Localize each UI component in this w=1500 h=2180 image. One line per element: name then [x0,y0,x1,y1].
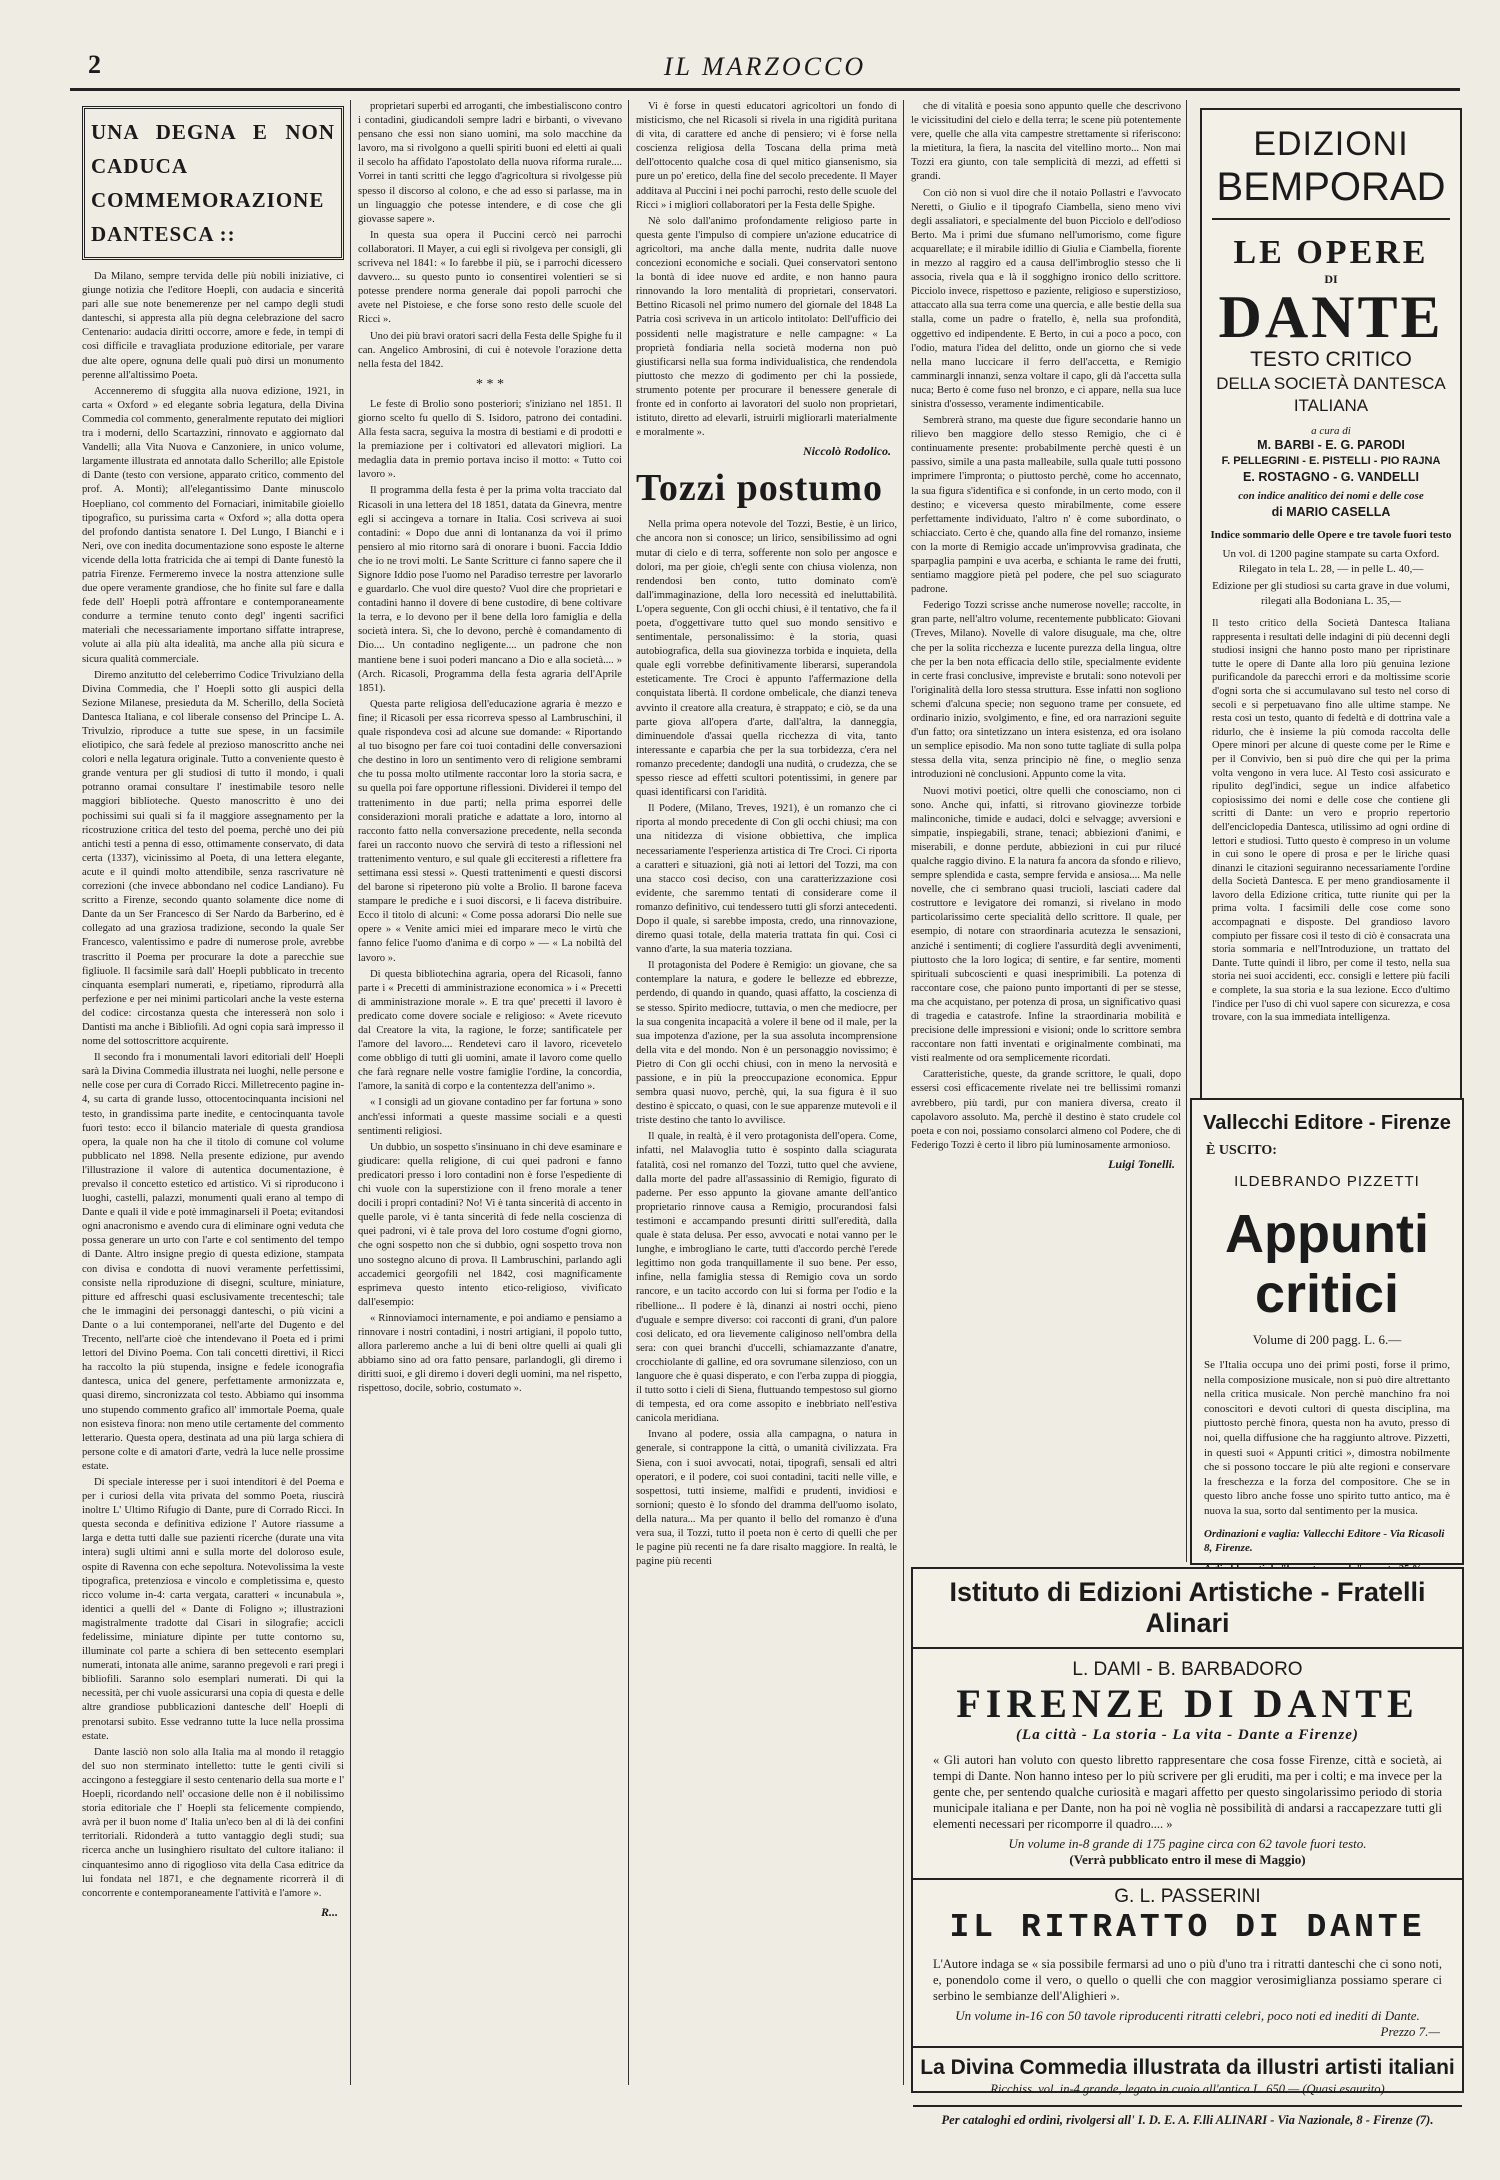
article-paragraph: Diremo anzitutto del celeberrimo Codice Trivulziano della Divina Commedia, che l' Hoepli sotto gli auspici della Sezione Milanese, presieduta da M. Scherillo, della Società Dantesca Italiana, e col liberale consenso del Principe L. A. Trivulzio, riproduce a tutte sue spese, in un facsimile eliotipico, che sarà fedele al prezioso manoscritto anche nei colori e nella legatura originale. Tutto a conveniente questo è grande ventura per gli studiosi di tutto il mondo, i quali potranno oramai consultare l' inestimabile tesoro nelle maggiori biblioteche. Questo manoscritto è uno dei pochissimi sui quali si fa il maggiore assegnamento per la ricostruzione critica del testo del poema, perchè uno dei più antichi testi a penna di esso, ottimamente conservato, di data certa (1337), vicinissimo al Poeta, di una lettera elegante, acute e il quindi molto attendibile, senza rascrivature nè correzioni (che invece abbondano nel codice Landiano). Fu scritto a Firenze, secondo quanto solamente dice nome di Dante da un Ser Francesco di Ser Nardo da Barberino, ed è collegato ad una graziosa tradizione, secondo la quale Ser Francesco, valentissimo e padre di numerose prole, avrebbe trascritto il Poema per procurare la dote a parecchie sue figliuole. Il facsimile sarà dall' Hoepli pubblicato in trecento cinquanta esemplari numerati, e, ripetiamo, riprodurrà alla perfezione e per nei minimi particolari anche la veste esterna del codice: circostanza questa che interesserà non solo i Dantisti ma anche i Bibliofili. Ad ogni copia sarà impresso il nome del sottoscrittore acquirente. [82,669,344,1048]
ad-authors: L. DAMI - B. BARBADORO [1072,1659,1303,1680]
ad-status: È USCITO: [1206,1143,1277,1158]
ad-price: Un vol. di 1200 pagine stampate su carta Oxford. Rilegato in tela L. 28, — in pelle L. 40,— [1222,548,1440,575]
article-paragraph: Federigo Tozzi scrisse anche numerose novelle; raccolte, in gran parte, nell'altro volume, recentemente pubblicato: Giovani (Treves, Milano). Novelle di valore disuguale, ma che, oltre che per la solita ricchezza e lucente purezza della lingua, oltre che per la ben nota efficacia dello stile, specialmente evidente in certe frasi conclusive, impreviste e brutali: sono notevoli per l'originalità della loro stessa struttura. Esse infatti non sogliono schemi d'alcuna specie; non seguono trame per consuete, ed ordinario inizio, svolgimento, e fine, ed ora narrazioni seguite d'un fatto; ora sintetizzano un intera esistenza, ed ora isolano un semplice episodio. Ma non sono tutte tagliate di sulla polpa stessa della vita, senza principio nè fine, o meglio senza introduzioni nè conclusioni. Appunto come la vita. [911,600,1181,781]
column-1-article [82,100,344,2085]
vallecchi-advertisement [1190,1098,1464,1565]
ad-orders: Ordinazioni e vaglia: Vallecchi Editore - Via Ricasoli 8, Firenze. [1204,1527,1445,1554]
article-title: Tozzi postumo [636,467,884,510]
publisher-name: Vallecchi Editore - Firenze [1203,1112,1451,1134]
ad-author: G. L. PASSERINI [1114,1886,1261,1907]
article-paragraph: Un dubbio, un sospetto s'insinuano in chi deve esaminare e giudicare: quella religione, di cui quei padroni e fanno predicatori presso i loro contadini non è forse l'espediente di chi vuole con la superstizione con il freno morale a tener docili i propri contadini? No! Vi è tanta sincerità di accento in quelle parole, vi è tanta sincerità di fede nella coscienza di quei padroni, vi è tale prova del loro costume d'ogni giorno, che ogni sospetto non che si dubbio, ogni sospetto trova non uno sostegno alcuno di prova. Il Lambruschini, parlando agli accademici georgofili nel 1842, così magnificamente esprimeva questo intento etico-religioso, vivificato dall'esempio: [358,1141,622,1308]
article-paragraph: proprietari superbi ed arroganti, che imbestialiscono contro i contadini, giudicandoli sempre ladri e birbanti, o vivevano pensano che essi non siano uomini, ma solo macchine da lavoro, ma si rivolgono a quelli spiriti buoni ed eletti ai quali il secolo ha affidato l'apostolato della nuova riforma rurale.... Vorrei in tanti scritti che leggo d'agricoltura si rivolgesse più spesso il discorso al colono, e che ad esso si parlasse, ma in un linguaggio che potesse intendere, e di cose che gli giovasse sapere ». [358,101,622,225]
ad-author: ILDEBRANDO PIZZETTI [1234,1173,1420,1190]
ad-note: (Verrà pubblicato entro il mese di Maggio) [1069,1852,1306,1867]
ad-editors: E. ROSTAGNO - G. VANDELLI [1243,470,1419,484]
article-signature: Niccolò Rodolico. [803,444,891,459]
ad-body: L'Autore indaga se « sia possibile fermarsi ad uno o più d'uno tra i ritratti danteschi che ci sono noti, e, ponendolo come il vero, o quello o quelli che con maggior verosimiglianza possiamo sperare ci serbino le sembianze dell'Alighieri ». [933,1957,1442,2003]
column-4-article [911,100,1181,1560]
article-paragraph: Questa parte religiosa dell'educazione agraria è mezzo e fine; il Ricasoli per essa ricorreva spesso al Lambruschini, il quale rispondeva così ad alcune sue domande: « Riportando al tuo bisogno per fare coi tuoi contadini delle conversazioni che destino in loro un sentimento vero di religione sembrami che tu possa molto utilmente raccontar loro la storia sacra, e su quella poi fare opportune riflessioni. Dividerei il tempo del trattenimento in due parti; nella prima esporrei delle considerazioni morali pratiche e adattate a loro, intorno al racconto fatto nella conversazione precedente, nella seconda farei un racconto nuovo che servirà di testo a riflessioni nel trattenimento venturo, e sul quale gli ecciteresti a riflettere fra settimana essi stessi ». Questi trattenimenti e questi discorsi del barone si ripeterono più volte a Brolio. Il barone faceva stampare le prediche e i suoi discorsi, e li faceva distribuire. Ecco il titolo di alcuni: « Come possa adorarsi Dio nelle sue opere » « Venite amici miei ed imparare meco le virtù che fanno felice l'uomo d'anima e di corpo » — « La nobiltà del lavoro ». [358,698,622,964]
article-paragraph: In questa sua opera il Puccini cercò nei parrochi collaboratori. Il Mayer, a cui egli si rivolgeva per consigli, gli scriveva nel 1841: « Io farebbe il più, se i parrochi dicessero davvero... su questo punto io consentirei volentieri se si potesse prendere norma generale dai popoli parrochi che avete nel Pistoiese, e che forse sono resto delle scuole del Ricci ». [358,229,622,326]
article-paragraph: Il Podere, (Milano, Treves, 1921), è un romanzo che ci riporta al mondo precedente di Con gli occhi chiusi; ma con una nitidezza di visione obbiettiva, che implica necessariamente l'esperienza artistica di Tre Croci. Ci riporta a caratteri e situazioni, già noti ai lettori del Tozzi, ma con una stacco così deciso, con una caratterizzazione così evidente, che saremmo tentati di considerare come il romanzo definitivo, cui tendessero tutti gli sforzi antecedenti. Dopo il quale, si sarebbe imposta, credo, una rinnovazione, diremo quasi totale, della materia trattata fin qui. Così ci vanno d'arte, la sua materia tozziana. [636,803,897,956]
article-paragraph: Accenneremo di sfuggita alla nuova edizione, 1921, in carta « Oxford » ed elegante sobria legatura, della Divina Commedia col commento, generalmente reputato dei migliori tra i moderni, dello Scartazzini, rinnovato e aggiornato dal Vandelli; alla Vita Nuova e Canzoniere, in unico volume, largamente illustrata ed annotata dallo Scherillo; alle Epistole di Dante (testo con versione, apparato critico, commento del prof. A. Monti); all'elegantissimo Dante minuscolo Hoepliano, col commento del Fornaciari, inimitabile gioiello tipografico, su purissima carta « Oxford »; alla dotta opera del profondo dantista senatore I. Del Lungo, I Bianchi e i Neri, ove con inedita documentazione sono esposte le alterne vicende della lotta fratricida che ai tempi di Dante funestò la patria Firenze. Fermeremo invece la nostra attenzione sulle due opere veramente grandiose, che ho finite sul fare e dalla fede dell' Hoepli potrà affrontare e contemporaneamente condurre a termine tenuto conto degl' ingenti sacrifici materiali che necessariamente importano siffatte intraprese, volute ai alla più alta idealità, ma anche alla più sicura e sicura qualità commerciale. [82,385,344,665]
ad-editors: F. PELLEGRINI - E. PISTELLI - PIO RAJNA [1221,455,1441,467]
ad-volume: Volume di 200 pagg. L. 6.— [1252,1332,1402,1347]
masthead: IL MARZOCCO [663,52,867,81]
article-paragraph: che di vitalità e poesia sono appunto quelle che descrivono le vicissitudini del cielo e della terra; le scene più potentemente vere, quelle che alla vita campestre strettamente si riferiscono: la mietitura, la fiera, la nascita del vitellino morto... Non mai Tozzi era giunto, con tale semplicità di mezzi, ad effetti sì grandi. [911,101,1181,183]
article-paragraph: Nella prima opera notevole del Tozzi, Bestie, è un lirico, che ancora non si conosce; un lirico, sensibilissimo ad ogni mutar di cielo e di terra, sofferente non solo per angosce e dolori, ma per gioie, ch'egli sente con chiusa violenza, non rendendosi ben conto, tutto dominato com'è dall'immaginazione, della loro necessità ed ineluttabilità. L'opera seguente, Con gli occhi chiusi, è il tentativo, che fa il poeta, d'oggettivare tutto quel suo mondo sensitivo e sentimentale, personalissimo: è la storia, quasi autobiografica, della sua giovinezza torbida e inquieta, della quale egli vorrebbe definitivamente liberarsi, superandola esteticamente. Tre Croci è appunto l'affermazione della conquistata libertà. Il cordone ombelicale, che dianzi teneva avvinto il creatore alla creatura, è strappato; e ciò, se da una parte giova all'opera d'arte, dall'altra, la danneggia, diminuendole d'assai quella ricchezza di vita, tanto interessante e caparbia che per la sua torbidezza, c'era nel romanzo precedente; dandogli una nudità, o crudezza, che se spesso riesce ad effetti scultori potentissimi, in genere par quasi identificarsi con l'aridità. [636,519,897,799]
ad-title-di: DI [1324,272,1338,286]
ad-body: « Gli autori han voluto con questo libretto rappresentare che cosa fosse Firenze, città e società, ai tempi di Dante. Non hanno inteso per lo più scrivere per gli eruditi, ma per i colti; e ma invece per la gente che, per sentendo qualche curiosità e magari affetto per questo singolarissimo periodo di storia municipale italiana e per Dante, non ha poi nè voglia nè possibilità di andarsi a raccapezzare tutti gli elementi necessari per ricomporre il quadro.... » [933,1753,1442,1831]
ad-book-title: FIRENZE DI DANTE [956,1681,1419,1726]
article-paragraph: Caratteristiche, queste, da grande scrittore, le quali, dopo essersi così efficacemente rivelate nei tre bellissimi romanzi avrebbero, più tardi, pur con maniera diversa, creato il capolavoro assoluto. Ma, perchè il destino è stato crudele col poeta e con noi, possiamo consolarci almeno col Podere, che di Federigo Tozzi è certo il libro più luminosamente armonioso. [911,1069,1181,1151]
article-paragraph: Nè solo dall'animo profondamente religioso parte in questa gente l'impulso di compiere un'azione educatrice di agricoltori, ma anche dalla mente, nudrita dalle nuove concezioni economiche e sociali. Quei conservatori sentono la bontà di idee nuove ed ardite, e non hanno paura rinnovando la loro mentalità di proprietari, conservatori. Bettino Ricasoli nel primo numero del giornale del 1848 La Patria così scriveva in un articolo intitolato: Dell'ufficio dei possidenti nelle magistrature e nelle campagne: « La proprietà fondiaria nella società moderna non può giustificarsi nella sua forma individualistica, che rendendola piuttosto che mezzo di godimento per chi la possiede, strumento potente per procurare il benessere generale di fronte ed in conforto ai lavoratori del suolo non proprietari, istituto, diretto ad elevarli, istruirli migliorarli materialmente e moralmente ». [636,215,897,439]
ad-volume: Un volume in-8 grande di 175 pagine circa con 62 tavole fuori testo. [1008,1836,1367,1851]
column-3-article [636,100,897,2085]
publisher-name-line1: EDIZIONI [1253,125,1409,163]
article-paragraph: Il secondo fra i monumentali lavori editoriali dell' Hoepli sarà la Divina Commedia illustrata nei luoghi, nelle persone e nelle cose per cura di Corrado Ricci. Milletrecento pagine in-4, su carta di grande lusso, ottocentocinquanta incisioni nel testo, in grandissima parte inedite, e centocinquanta tavole fuori testo: ecco il bilancio materiale di questa grandiosa opera, la quale non ha che il titolo di comune col volume pubblicato nel 1898. Nella presente edizione, pur avendo l'illustrazione il valore di autentica documentazione, è prevalso il concetto estetico ed artistico. Vi si riproducono i luoghi, castelli, palazzi, monumenti quali erano al tempo di Dante e quali il vide e potè immaginarseli il Poeta; evitandosi ogni anacronismo e avendo cura di eliminare ogni veduta che possa generare un urto con l'arte e col sentimento del tempo di Dante. Altro insigne pregio di questa edizione, stampata con divisa e condotta di nuovi veramente perfettissimi, consiste nella riproduzione di disegni, sculture, miniature, pitture ed affreschi quasi esclusivamente trecenteschi; tale che le immagini dei personaggi danteschi, o più vicini a Dante o a lui contemporanei, nell'arte del Dugento e del Trecento, nell'arte cioè che intendevano il Poeta ed i primi lettori del Divino Poema. Con tali concetti direttivi, il Ricci ha raccolto la più stupenda, insigne e fedele iconografia dantesca, unica del genere, perfettamente armonizzata e, quasi diremo, sincronizzata col testo. Abbiamo qui insomma uno stupendo commento grafico all' immortale Poema, quale non esisteva finora: non meno utile certamente del commento letterario. Questa opera, destinata ad una più larga schiera di persone colte e di amatori d'arte, vedrà la luce nelle prossime estate. [82,1052,344,1472]
ad-body: Se l'Italia occupa uno dei primi posti, forse il primo, nella composizione musicale, non si può dire altrettanto nella critica musicale. Non perchè manchino fra noi conoscitori e devoti cultori di questa disciplina, ma piuttosto perchè finora, questa non ha avuto, presso di noi, quella diffusione che ha raggiunto altrove. Pizzetti, in questi suoi « Appunti critici », dimostra nobilmente che si possono toccare le più alte regioni e conservare la freschezza e la forza del compositore. Che se in questo libro anche fosse uno spirito tutto antico, ma è nuova la sua, sorto dal sentimento per la musica. [1204,1359,1450,1517]
bemporad-advertisement [1200,108,1462,1125]
ad-subtitle-line1: TESTO CRITICO [1250,348,1412,371]
publisher-name: Istituto di Edizioni Artistiche - Fratelli Alinari [913,1569,1462,1649]
ad-subtitle-line2: DELLA SOCIETÀ DANTESCA ITALIANA [1216,374,1446,415]
column-2-article [358,100,622,2085]
article-paragraph: Da Milano, sempre tervida delle più nobili iniziative, ci giunge notizia che l'editore Hoepli, con audacia e sincerità pari alle sue note benemerenze per nel campo degli studi danteschi, si appresta alla più degna celebrazione del sacro Centenario: audacia diritti occorre, amore e fede, in tempi di così difficile e travagliata produzione editoriale, per varare due alte opere, ognuna delle quali può dirsi un monumento perenne all'altissimo Poeta. [82,271,344,381]
ad-body: Il testo critico della Società Dantesca Italiana rappresenta i resultati delle indagini di più decenni degli studiosi insigni che hanno posto mano per ripristinare tutte le opere di Dante alla loro più genuina lezione purificandole da parecchi errori e da moltissime scorie d'ogni sorta che si accumulavano sul testo nel corso di secoli e si perpetuavano fino alle ultime stampe. Ne resta così un testo, quanto di fedeltà e di dottrina vale a ridurlo, che è insieme la più comoda raccolta delle Opere minori per alcune di queste come per le Rime e per il Convivio, ben si può dire che qui per la prima volta vengono in vera luce. Al Testo così assicurato e ripulito degl'indici, segue un indice alfabetico copiosissimo dei nomi e delle cose che contiene gli scritti di Dante: un vero e proprio repertorio dell'enciclopedia Dantesca, utilissimo ad ogni ordine di lettori e studiosi. Tutto questo è compreso in un volume in cui sono le opere di prosa e per le liriche quasi dinanzi le citazioni seguiranno necessariamente l'ordine della Società Dantesca. E per meno grandiosamente il lavoro della Edizione critica, tutte riunite qui per la prima volta. I facsimili delle cose come sono accompagnati e disposte. Del grandioso lavoro compiuto per fissare così il testo di ciò è consacrata una storia sommaria e nell'Introduzione, un trattato del Dante. Tutte quindi il libro, per come il testo, nella sua storia nei suoi accidenti, ecc. consigli e lettere più facili e complete, la sua storia e la sua lezione. Ecco d'ultimo l'indice per l'uso di chi vuol sapere con sicurezza, e cosa trovare, con la sua immediata intelligenza. [1212,618,1450,1024]
column-divider [628,100,629,2085]
article-signature: R... [320,1904,338,1919]
ad-volume: Un volume in-16 con 50 tavole riproducenti ritratti celebri, poco noti ed inediti di Dante. [955,2008,1420,2023]
ad-index-author: di MARIO CASELLA [1271,505,1391,519]
page-number: 2 [88,50,101,79]
article-paragraph: « I consigli ad un giovane contadino per far fortuna » sono anch'essi informati a queste massime sociali e a questi sentimenti religiosi. [358,1097,622,1137]
column-divider [903,100,904,2085]
article-paragraph: Dante lasciò non solo alla Italia ma al mondo il retaggio del suo non sterminato intelletto: tutte le genti civili si accingono a festeggiare il sesto centenario della sua morte e l' Hoepli, ricordando nell' occasione delle non è il nobilissimo storia editoriale che l' Hoepli sta felicemente compiendo, avrà per il buon nome d' Italia un'eco ben al di là dei confini territoriali. Ridonderà a tutto vantaggio degli studi; sua ricerca anche un lusinghiero risultato del cultore italiano: il cinquantesimo anno di rigoglioso vita della Casa editrice da lui fondata nel 1871, e che degnamente ricorrerà il dì concorrente e contemporaneamente l'attività e l'amore ». [82,1746,344,1899]
ad-body: Ricchiss. vol. in-4 grande, legato in cuoio all'antica L. 650.— (Quasi esaurito) [990,2082,1385,2096]
ad-footer: Per cataloghi ed ordini, rivolgersi all' I. D. E. A. F.lli ALINARI - Via Nazionale, 8 - Firenze (7). [913,2105,1462,2128]
article-paragraph: Il quale, in realtà, è il vero protagonista dell'opera. Come, infatti, nel Malavoglia tutto è sospinto dalla sciagurata fatalità, così nel romanzo del Tozzi, tutto quel che avviene, dalla morte del padre all'assassinio di Remigio, figurato di paderne. Per esso appunto la giovane amante dell'antico proprietario rinnove causa a Remigio, procurandosi falsi testimoni e accampando presunti diritti sull'eredità, dalla quale è stata delusa. Per esso, avvocati e notai vanno per le lunghe, e imbrogliano le carte, tutti d'accordo perchè l'erede legittimo non goda tranquillamente il suo bene. Per esso, infine, nella famiglia stessa di Remigio cova un sordo rancore, e un tacito accordo con lui si forma per l'odio e la ribellione... Il podere è là, dinanzi ai nostri occhi, pieno d'uguale e sempre diverso: coi racconti di grani, d'un palore così delicato, ed ora lievemente caliginoso nell'ombra della sera: con quei branchi d'uccelli, schiamazzante d'anatre, crocchiolante di galline, ed ora sovrumane silenzioso, con un languore che è quasi disperato, e con l'erba zuppa di pioggia, il tutto sotto i cieli di Siena, fluttuando tempestoso sul giorno di tempesta, ed ora come assopito e inebbriato nell'estiva canicola meridiana. [636,1131,897,1425]
article-paragraph: Sembrerà strano, ma queste due figure secondarie hanno un rilievo ben maggiore dello stesso Remigio, che ci è continuamente presente: probabilmente perchè questi è un passivo, simile a una pasta malleabile, sulla quale tutti possono imprimere l'impronta; o piuttosto perchè, come ho accennato, la sua figura s'identifica e si confonde, in un certo modo, con il destino; e viceversa questo mirabilmente, come essere perfettamente individuato, l'altro n' è come subordinato, o schiacciato. Certo è che, quando alla fine del romanzo, insieme con la morte di Remigio accade un'improvvisa gradinata, che sparpaglia pampini e uva acerba, e schianta le rame dei frutti, sentiamo maggiore pietà pel podere, che pel suo sciagurato padrone. [911,415,1181,596]
article-paragraph: Vi è forse in questi educatori agricoltori un fondo di misticismo, che nel Ricasoli si rivela in una rigidità puritana di vita, di carattere ed anche di pensiero; vi è forse nella coscienza religiosa della Toscana della prima metà dell'ottocento qualche cosa di quel mitico giansenismo, sia pure un po' eretico, della fine del secolo precedente. Il Mayer additava al Puccini i nei pochi parrochi, resto delle scuole del Ricci » i migliori collaboratori per la Festa delle Spighe. [636,101,897,211]
article-paragraph: Invano al podere, ossia alla campagna, o natura in generale, si contrappone la città, o umanità civilizzata. Fra Siena, con i suoi avvocati, notai, tipografi, sensali ed altri operatori, e il podere, coi suoi contadini, taciti nelle ville, e sospettosi, tutti insieme, malfidi e prudenti, invidiosi e sornioni; questo è lo sfondo del dramma dell'uomo isolato, della natura... Ma per quanto il bello del romanzo è d'una vera sua, il Tozzi, tutto il poeta non è certo di quelli che per le pagine più recenti ne fa dare risalto maggiore. In realtà, le pagine più recenti [636,1429,897,1568]
article-paragraph: Di speciale interesse per i suoi intenditori è del Poema e per i curiosi della vita privata del sommo Poeta, riuscirà inoltre L' Ultimo Rifugio di Dante, pure di Corrado Ricci. In questa seconda e definitiva edizione l' Autore riassume a larga e detta tutti dalle sue pazienti ricerche (durate una vita intera) sugli ultimi anni e sulla morte del doloroso esule, ospite di Ravenna con eche sepoltura. Notevolissima la veste tipografica, pretenziosa e vincolo e completissima e, questo ricco volume in-4: carta vergata, caratteri « incunabula », identici a quelli del « Dante di Foligno »; illustrazioni magistralmente tradotte dal Cisari in silografie; accicli fedelissime, miniature dipinte per tutte contorno su, illuminate col parte a schiera di ben settecento esemplari numerati, intonata alle anime, saranno pregevoli e rari pregi i bibliofili. Saranno solo esemplari numerati. Di qui la necessità, per chi vuole assicurarsi una copia di questa e delle altre grandiose pubblicazioni dantesche dell' Hoepli di prenotarsi subito. Esse vedranno tutte la luce nella prossima estate. [82,1476,344,1742]
ad-title-line2: DANTE [1218,284,1444,350]
ad-book-subtitle: (La città - La storia - La vita - Dante a Firenze) [1016,1727,1359,1743]
article-paragraph: Nuovi motivi poetici, oltre quelli che conosciamo, non ci sono. Anche qui, infatti, si ritrovano giovinezze torbide malinconiche, timide e audaci, dolci e selvagge; avversioni e simpatie, inspiegabili, strane, tenaci; abbiezioni d'animi, e miserabili, e donne perdute, abbiezioni in cui pur rilucé qualche raggio divino. E la natura fa ancora da sfondo e rilievo, sempre splendida e casta, sempre fervida e ansiosa.... Ma nelle novelle, che ci sembrano quasi trucioli, lasciati cadere dal costruttore e levigatore dei romanzi, si rivelano in modo particolarissimo certe specialità dello scrittore. Il quale, per esempio, di notare con straordinaria acutezza le sensazioni, anziché i sentimenti; di cogliere l'assurdità degli avvenimenti, piuttosto che la loro logica; di sentire, e far sentire, momenti spirituali subcoscienti e quasi inesprimibili. La potenza di raccontare cose, che paiono punto importanti di per se stesse, ma che acquistano, per potenza di prosa, un significativo quasi di tragedia e catastrofe. Infine la straordinaria mobilità e precisione delle impressioni e visioni; onde lo scrittore sembra raccontare non fatti inventati e originalmente combinati, ma visti realmente od ora semplicemente ricordati. [911,785,1181,1065]
column-divider [350,100,351,2085]
ad-summary: Indice sommario delle Opere e tre tavole fuori testo [1210,529,1452,541]
ad-index-note: con indice analitico dei nomi e delle cose [1238,490,1424,502]
ad-edition: Edizione per gli studiosi su carta grave in due volumi, rilegati alla Bodoniana L. 35,— [1212,580,1450,607]
article-signature: Luigi Tonelli. [1108,1156,1175,1171]
ad-book-title: Appunti critici [1225,1204,1429,1324]
article-paragraph: Con ciò non si vuol dire che il notaio Pollastri e l'avvocato Neretti, o Giulio e il tipografo Ciambella, sieno meno vivi degli assaliatori, e specialmente del buon Picciolo e dell'odioso Berto. Ma i primi due sfumano nell'umorismo, come figure acquarellate; e il mirabile idillio di Giulia e Ciambella, fiorente in mezzo al raggiro ed a causa dell'imbroglio stesso che li associa, rivela qua e là il sogghigno ironico dello scrittore. Picciolo invece, rispettoso e paziente, religioso e superstizioso, attaccato alla sua terra come una quercia, e alle bestie della sua stalla, come un padre o fratello, è, nella sua profondità, oggettivo ed indipendente. E Berto, in cui a poco a poco, con l'odio, matura l'idea del delitto, onde un giorno che si vede nella mano luccicare il ferro dell'accetta, e Remigio camminargli innanzi, senza voltare il capo, gli dà l'accetta sulla nuca; Berto è come fuso nel bronzo, e ci appare, nella sua luce sinistra d'ossesso, veramente indimenticabile. [911,187,1181,410]
ad-book-title: La Divina Commedia illustrata da illustri artisti italiani [920,2056,1455,2079]
ad-editors: M. BARBI - E. G. PARODI [1257,438,1405,452]
article-paragraph: Uno dei più bravi oratori sacri della Festa delle Spighe fu il can. Angelico Ambrosini, di cui è notevole l'orazione detta nella festa del 1842. [358,330,622,370]
article-paragraph: Le feste di Brolio sono posteriori; s'iniziano nel 1851. Il giorno scelto fu quello di S. Isidoro, patrono dei contadini. Alla festa sacra, seguiva la mostra di bestiami e di prodotti e la premiazione per i coltivatori ed allevatori migliori. La medaglia data in premio portava inciso il motto: « Tutto coi lavoro ». [358,398,622,481]
article-paragraph: Di questa bibliotechina agraria, opera del Ricasoli, fanno parte i « Precetti di amministrazione economica » i « Precetti di amministrazione morale ». E tra que' precetti il lavoro è predicato come dovere sociale e religioso: « Avete ricevuto dal Creatore la vita, la ragione, le forze; santificatele per l'amore del lavoro.... Rendetevi caro il lavoro, ricevetelo come obbligo di tutti gli uomini, amate il lavoro come quello che farà regnare nelle vostre famiglie l'ordine, la concordia, l'amore, la sanità di corpo e la contentezza dell'animo ». [358,968,622,1093]
ad-book-title: IL RITRATTO DI DANTE [949,1909,1426,1946]
section-asterism: * * * [476,376,504,392]
ad-divider [913,2046,1462,2048]
article-paragraph: Il protagonista del Podere è Remigio: un giovane, che sa contemplare la natura, e godere le bellezze ed ebbrezze, perdendo, di quando in quando, quasi affatto, la coscienza di se stesso. Spirito mediocre, tuttavia, o men che mediocre, per la sua congenita incapacità a volere il bene od il male, per la sua impotenza d'azione, per la sua assoluta incomprensione della vita e del mondo. Non è un personaggio novissimo; è Pietro di Con gli occhi chiusi, con in meno la nervosità e passione, e in più la preoccupazione economica. Eppur sembra quasi nuovo, perchè, qui, la sua figura è il suo destino è spiccato, o quasi, con le sue apparenze mutevoli e il triste destino che tanto lo avvilisce. [636,960,897,1127]
page-header [70,50,1460,90]
ad-cura: a cura di [1311,425,1351,437]
article-paragraph: Il programma della festa è per la prima volta tracciato dal Ricasoli in una lettera del 18 1851, datata da Ginevra, mentre egli si accingeva a tornare in Italia. Così scriveva ai suoi contadini: « Dopo due anni di lontananza da voi il primo pensiero al mio ritorno sarà di onorare i buoni. Faccia Iddio che io ne trovi molti. Le Sante Scritture ci fanno sapere che il Signore Iddio pose l'uomo nel Paradiso terrestre per lavorarlo e guardarlo. Che vuol dire questo? Vuol dire che proprietari e contadini hanno il dovere di bene custodire, di bene coltivare la terra, e lo devono per il bene della loro famiglia e della società intera. Sì, che lo devono, perchè è comandamento di Dio.... Un contadino negligente.... un padrone che non mantiene bene i suoi poderi mancano a Dio e alla società.... » (Arch. Ricasoli, Programma della festa agraria dell'Aprile 1851). [358,485,622,694]
alinari-advertisement [911,1567,1464,2127]
ad-title-line1: LE OPERE [1233,234,1429,271]
publisher-name-line2: BEMPORAD [1212,164,1450,220]
ad-price: Prezzo 7.— [1380,2024,1440,2039]
article-title: UNA DEGNA E NON CADUCA COMMEMORAZIONE DANTESCA :: [82,106,344,260]
article-paragraph: « Rinnoviamoci internamente, e poi andiamo e pensiamo a rinnovare i nostri contadini, i nostri artigiani, il popolo tutto, allora parleremo anche a lui di beni oltre quelli ai quali gli abbiamo sino ad ora fatto pensare, parlandogli, gli diremo i diritti suoi, e gli diremo i doveri degli uomini, ma nel rispetto, rispettoso, docile, sobrio, costumato ». [358,1312,622,1395]
header-rule [70,88,1460,91]
column-divider [1186,100,1187,1562]
ad-divider [913,1878,1462,1880]
